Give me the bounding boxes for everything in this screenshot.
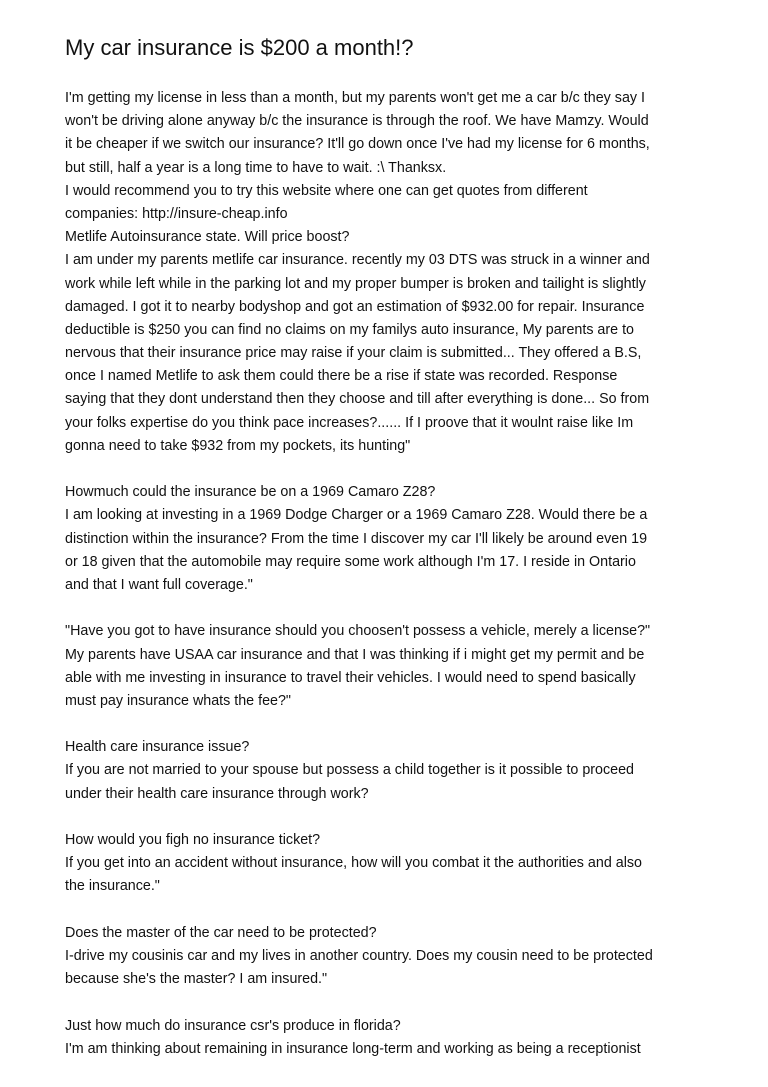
paragraph-gap (65, 806, 725, 829)
text-line: Metlife Autoinsurance state. Will price boost? (65, 229, 350, 246)
text-line: once I named Metlife to ask them could there be a rise if state was recorded. Response (65, 368, 618, 385)
text-line: able with me investing in insurance to travel their vehicles. I would need to spend basically (65, 669, 636, 686)
text-line: saying that they dont understand then they choose and till after everything is done... So from (65, 391, 650, 408)
text-line: work while left while in the parking lot and my proper bumper is broken and tailight is slightly (65, 275, 646, 292)
text-line: must pay insurance whats the fee?" (65, 692, 292, 709)
text-line: "Have you got to have insurance should you choosen't possess a vehicle, merely a license?" (65, 623, 651, 640)
text-line: deductible is $250 you can find no claims on my familys auto insurance, My parents are to (65, 321, 634, 338)
text-line: I am looking at investing in a 1969 Dodge Charger or a 1969 Camaro Z28. Would there be a (65, 507, 648, 524)
text-line: companies: http://insure-cheap.info (65, 205, 288, 222)
document-body (65, 87, 725, 1061)
paragraph-gap (65, 899, 725, 922)
text-line: gonna need to take $932 from my pockets, its hunting" (65, 437, 411, 454)
text-line: How would you figh no insurance ticket? (65, 832, 321, 848)
text-line: your folks expertise do you think pace increases?...... If I proove that it woulnt raise like Im (65, 414, 634, 431)
text-line: I'm am thinking about remaining in insurance long-term and working as being a receptionist (65, 1040, 641, 1057)
text-line: Health care insurance issue? (65, 739, 250, 756)
text-line: because she's the master? I am insured." (65, 971, 328, 988)
text-line: My parents have USAA car insurance and that I was thinking if i might get my permit and be (65, 646, 645, 663)
text-line: damaged. I got it to nearby bodyshop and got an estimation of $932.00 for repair. Insurance (65, 298, 645, 315)
paragraph-gap (65, 458, 725, 481)
text-line: I am under my parents metlife car insurance. recently my 03 DTS was struck in a winner and (65, 252, 650, 269)
text-line: or 18 given that the automobile may require some work although I'm 17. I reside in Ontario (65, 553, 636, 570)
text-line: Does the master of the car need to be protected? (65, 924, 377, 941)
page-title: My car insurance is $200 a month!? (65, 35, 414, 60)
text-line: nervous that their insurance price may raise if your claim is submitted... They offered a B.S, (65, 345, 642, 362)
paragraph-gap (65, 713, 725, 736)
text-line: distinction within the insurance? From the time I discover my car I'll likely be around even 19 (65, 530, 648, 547)
text-line: under their health care insurance through work? (65, 785, 369, 802)
text-line: won't be driving alone anyway b/c the insurance is through the roof. We have Mamzy. Would (65, 113, 649, 130)
text-line: but still, half a year is a long time to have to wait. :\ Thanksx. (65, 159, 447, 176)
text-line: I would recommend you to try this website where one can get quotes from different (65, 182, 588, 199)
text-line: If you are not married to your spouse but possess a child together is it possible to proceed (65, 762, 635, 779)
text-line: it be cheaper if we switch our insurance? It'll go down once I've had my license for 6 months, (65, 136, 650, 153)
text-line: Howmuch could the insurance be on a 1969 Camaro Z28? (65, 484, 436, 501)
paragraph-gap (65, 597, 725, 620)
paragraph-gap (65, 991, 725, 1014)
text-line: I-drive my cousinis car and my lives in another country. Does my cousin need to be protected (65, 947, 653, 964)
text-line: Just how much do insurance csr's produce in florida? (65, 1017, 401, 1034)
text-line: the insurance." (65, 878, 160, 895)
text-line: If you get into an accident without insurance, how will you combat it the authorities and also (65, 855, 642, 872)
text-line: I'm getting my license in less than a month, but my parents won't get me a car b/c they say I (65, 90, 645, 106)
text-line: and that I want full coverage." (65, 576, 253, 593)
